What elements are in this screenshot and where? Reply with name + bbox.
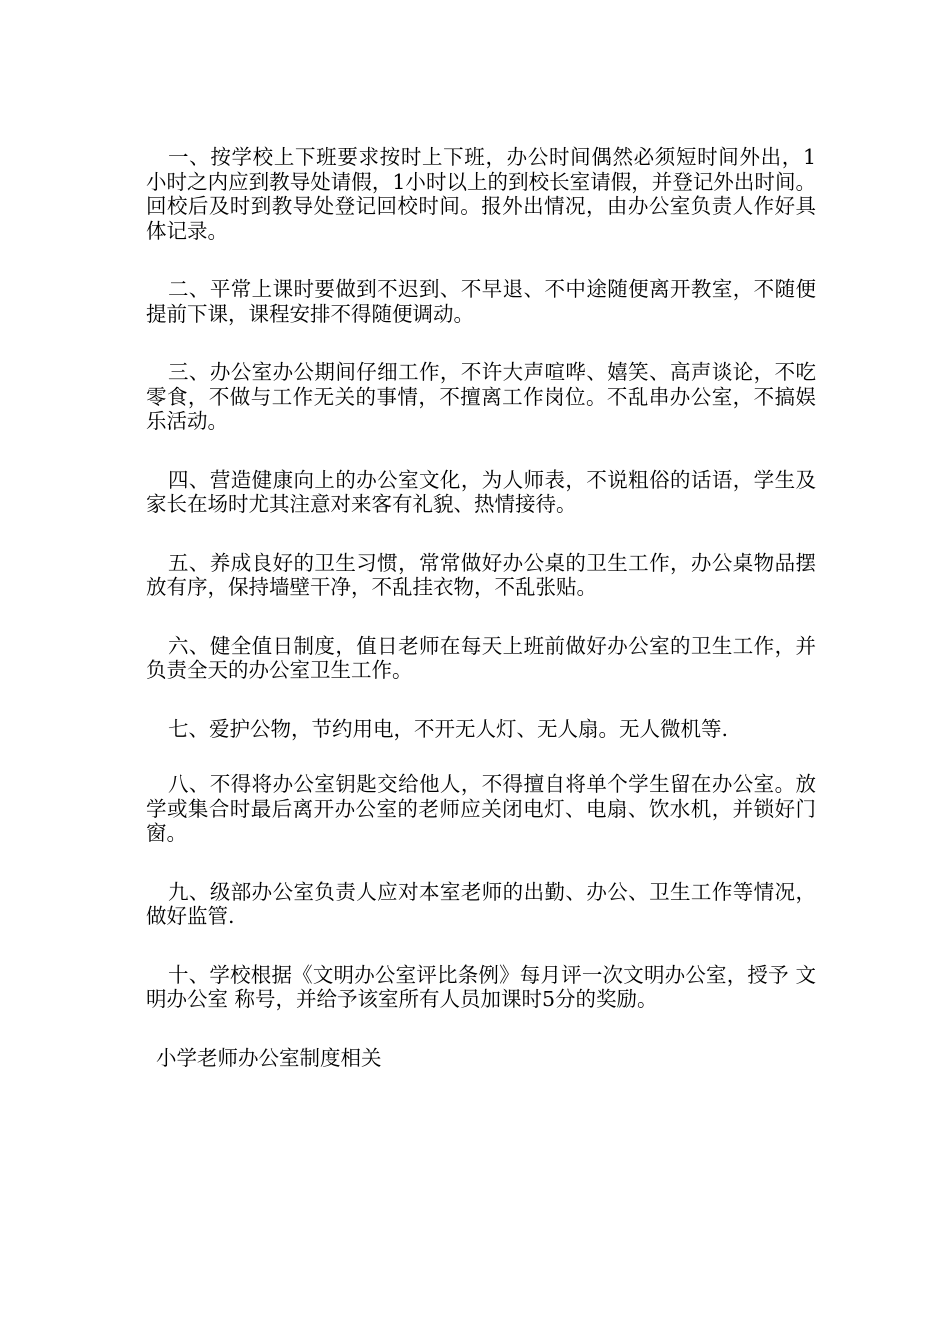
paragraph-1: 一、按学校上下班要求按时上下班，办公时间偶然必须短时间外出，1小时之内应到教导处请假，1小时以上的到校长室请假，并登记外出时间。回校后及时到教导处登记回校时间。报外出情况，由办公室负责人作好具体记录。 <box>146 145 816 243</box>
paragraph-4: 四、营造健康向上的办公室文化，为人师表，不说粗俗的话语，学生及家长在场时尤其注意对来客有礼貌、热情接待。 <box>146 467 816 516</box>
paragraph-3: 三、办公室办公期间仔细工作，不许大声喧哗、嬉笑、高声谈论，不吃零食，不做与工作无关的事情，不擅离工作岗位。不乱串办公室，不搞娱乐活动。 <box>146 360 816 433</box>
paragraph-10: 十、学校根据《文明办公室评比条例》每月评一次文明办公室，授予 文明办公室 称号，并给予该室所有人员加课时5分的奖励。 <box>146 962 816 1011</box>
paragraph-9: 九、级部办公室负责人应对本室老师的出勤、办公、卫生工作等情况，做好监管. <box>146 879 816 928</box>
document-body <box>146 145 816 1070</box>
paragraph-8: 八、不得将办公室钥匙交给他人，不得擅自将单个学生留在办公室。放学或集合时最后离开办公室的老师应关闭电灯、电扇、饮水机，并锁好门窗。 <box>146 772 816 845</box>
document-footer-title: 小学老师办公室制度相关 <box>156 1045 382 1070</box>
paragraph-2: 二、平常上课时要做到不迟到、不早退、不中途随便离开教室，不随便提前下课，课程安排不得随便调动。 <box>146 277 816 326</box>
paragraph-5: 五、养成良好的卫生习惯，常常做好办公桌的卫生工作，办公桌物品摆放有序，保持墙壁干净，不乱挂衣物，不乱张贴。 <box>146 550 816 599</box>
paragraph-7: 七、爱护公物，节约用电，不开无人灯、无人扇。无人微机等. <box>168 716 729 741</box>
paragraph-6: 六、健全值日制度，值日老师在每天上班前做好办公室的卫生工作，并负责全天的办公室卫生工作。 <box>146 633 816 682</box>
